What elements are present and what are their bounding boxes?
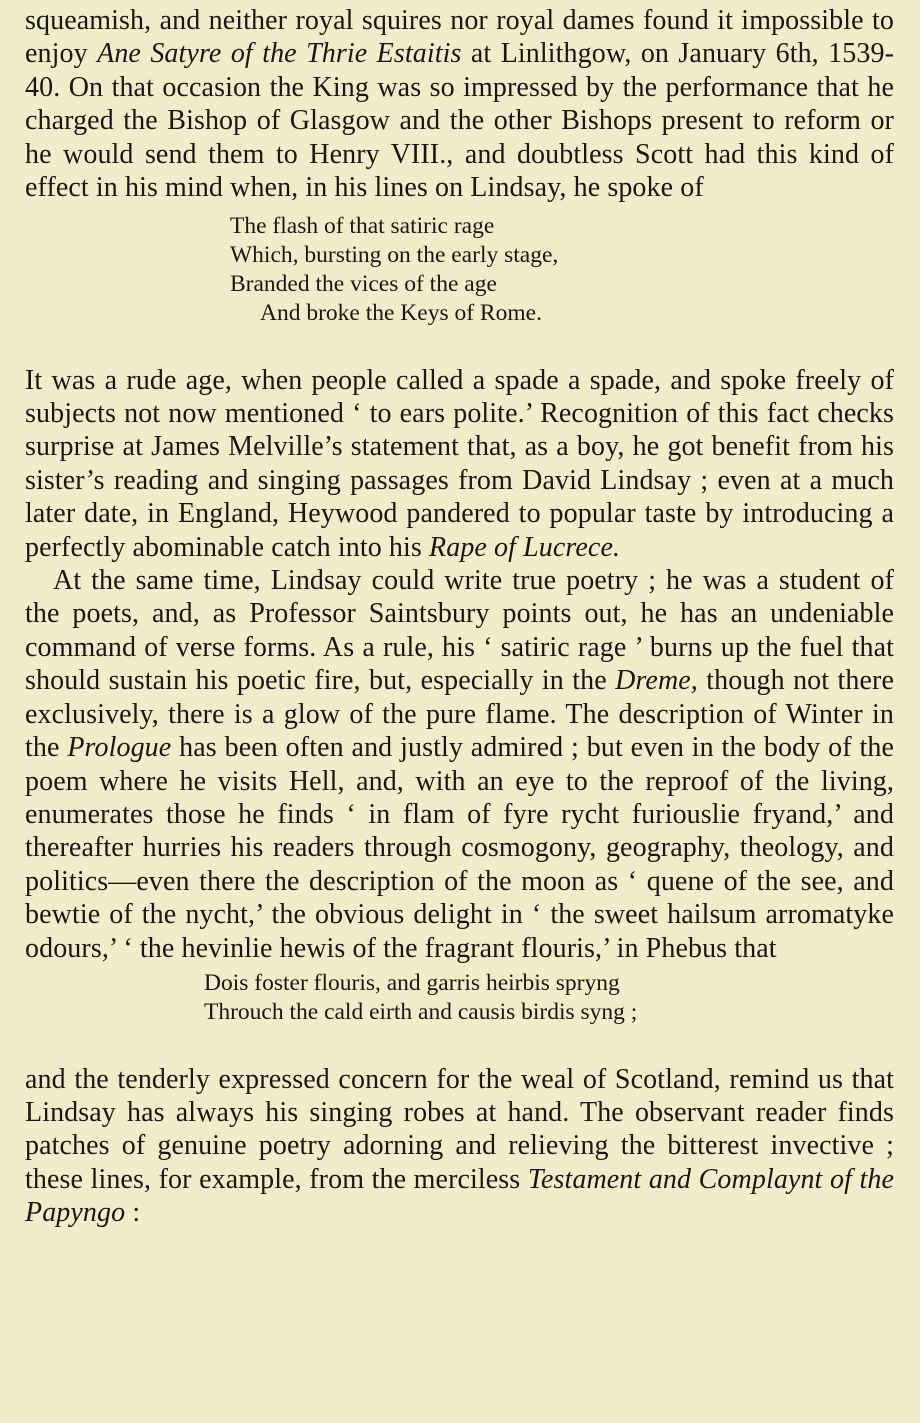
- spacer: [25, 328, 894, 364]
- verse-line: And broke the Keys of Rome.: [260, 299, 542, 326]
- paragraph-singing-robes: [25, 1063, 894, 1230]
- text-run: squeamish, and neither royal squires nor royal dames found it impossible to enjoy: [25, 5, 894, 70]
- verse-line: Dois foster flouris, and garris heirbis spryng: [204, 969, 620, 996]
- paragraph-true-poetry: [25, 564, 894, 965]
- work-title: Rape of Lucrece.: [429, 531, 621, 563]
- paragraph-rude-age: [25, 364, 894, 564]
- verse-line: Throuch the cald eirth and causis birdis syng ;: [204, 998, 638, 1025]
- work-title: Testament and Complaynt of the Papyngo: [25, 1163, 894, 1229]
- text-run: and the tenderly expressed concern for the weal of Scotland, remind us that Lindsay has always his singing robes at hand. The observant reader finds patches of genuine poetry adorning and relieving the bitterest invective ; these lines, for example, from the merciless: [25, 1063, 894, 1195]
- work-title: Ane Satyre of the Thrie Estaitis: [97, 38, 462, 70]
- text-run: though not there exclusively, there is a glow of the pure flame. The description of Winter in the: [25, 665, 894, 764]
- text-run: at Linlithgow, on January 6th, 1539-40. On that occasion the King was so impressed by the performance that he charged the Bishop of Glasgow and the other Bishops present to reform or he would send them to Henry VIII., and doubtless Scott had this kind of effect in his mind when, in his lines on Lindsay, he spoke of: [25, 38, 894, 204]
- verse-line: Branded the vices of the age: [230, 271, 497, 298]
- text-run: has been often and justly admired ; but even in the body of the poem where he visits Hell, and, with an eye to the reproof of the living, enumerates those he finds ‘ in flam of fyre rycht furiouslie fryand,’ and thereafter hurries his readers through cosmogony, geography, theology, and politics—even there the description of the moon as ‘ quene of the see, and bewtie of the nycht,’ the obvious delight in ‘ the sweet hailsum arromatyke odours,’ ‘ the hevinlie hewis of the fragrant flouris,’ in Phebus that: [25, 732, 894, 964]
- verse-quote-scott: [230, 212, 894, 327]
- text-run: At the same time, Lindsay could write true poetry ; he was a student of the poets, and, as Professor Saintsbury points out, he has an undeniable command of verse forms. As a rule, his ‘ satiric rage ’ burns up the fuel that should sustain his poetic fire, but, especially in the: [25, 565, 894, 697]
- verse-quote-phebus: [204, 969, 894, 1027]
- work-title: Prologue: [67, 732, 172, 764]
- verse-line: Which, bursting on the early stage,: [230, 242, 559, 269]
- text-run: It was a rude age, when people called a spade a spade, and spoke freely of subjects not now mentioned ‘ to ears polite.’ Recognition of this fact checks surprise at James Melville’s statement that, as a boy, he got benefit from his sister’s reading and singing passages from David Lindsay ; even at a much later date, in England, Heywood pandered to popular taste by introducing a perfectly abominable catch into his: [25, 364, 894, 563]
- work-title: Dreme,: [615, 665, 698, 697]
- spacer: [25, 1027, 894, 1063]
- verse-line: The flash of that satiric rage: [230, 213, 495, 240]
- text-run: :: [125, 1197, 141, 1229]
- paragraph-satyre: [25, 4, 894, 204]
